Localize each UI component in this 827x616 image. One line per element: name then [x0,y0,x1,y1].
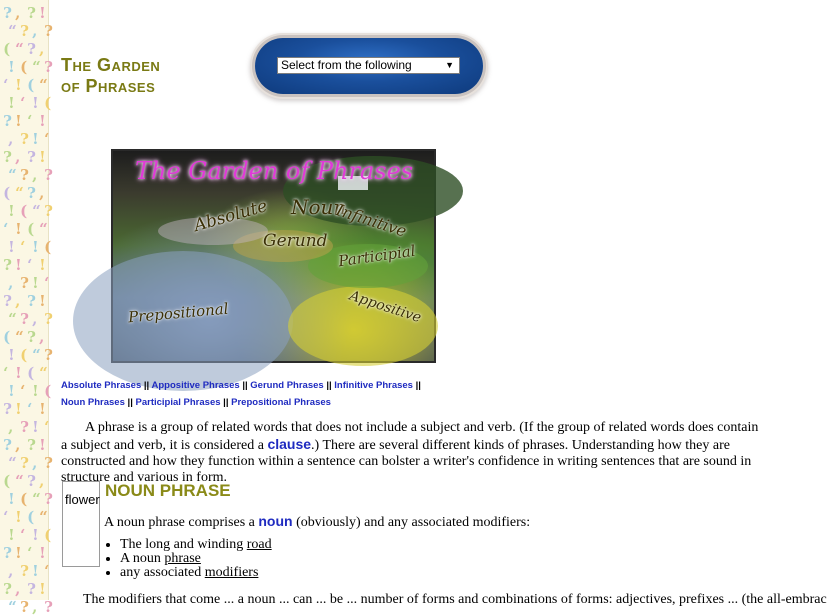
nav-separator: || [415,380,421,391]
decorative-glyph: ! [32,382,39,400]
nav-link-prepositional[interactable]: Prepositional Phrases [231,397,331,408]
banner-word-prepositional: Prepositional [127,299,230,327]
decorative-glyph: ! [39,580,46,598]
decorative-glyph: “ [32,202,41,220]
garden-banner-image [111,149,436,363]
decorative-glyph: ? [3,4,12,22]
decorative-glyph: , [39,472,45,490]
decorative-glyph: ? [20,310,29,328]
decorative-glyph: , [8,418,14,436]
decorative-glyph: ‘ [27,400,33,418]
banner-word-infinitive: Infinitive [333,200,409,241]
decorative-glyph: ! [39,4,46,22]
road-link[interactable]: road [246,537,272,552]
decorative-glyph: ‘ [27,544,33,562]
page-title-line-2: of Phrases [61,76,156,96]
decorative-glyph: ! [8,526,15,544]
decorative-glyph: , [32,598,38,616]
decorative-glyph: ? [20,598,29,616]
intro-text-part-2: .) There are several different kinds of phrases. Understanding how they are constructed and how they function within a sentence can bolster a writer's confidence in writing sentences that are sound in structure and various in form. [61,438,752,485]
decorative-glyph: ! [39,292,46,310]
decorative-glyph: ? [27,148,36,166]
decorative-glyph: ? [44,598,53,616]
decorative-glyph: ‘ [3,220,9,238]
decorative-glyph: “ [8,22,17,40]
decorative-glyph: ! [32,130,39,148]
decorative-glyph: ‘ [27,256,33,274]
section-intro [104,513,530,531]
list-item [120,552,272,566]
decorative-glyph: ? [44,490,53,508]
decorative-glyph: ! [8,58,15,76]
decorative-glyph: ! [39,148,46,166]
nav-separator: || [143,380,150,391]
nav-link-gerund[interactable]: Gerund Phrases [250,380,324,391]
banner-title: The Garden of Phrases [135,157,414,185]
phrase-link[interactable]: phrase [164,551,201,566]
decorative-glyph: ? [27,184,36,202]
banner-word-gerund: Gerund [263,231,328,251]
decorative-glyph: ? [20,22,29,40]
decorative-glyph: ( [3,328,11,346]
decorative-glyph: ‘ [20,238,26,256]
decorative-glyph: , [39,40,45,58]
nav-link-noun[interactable]: Noun Phrases [61,397,125,408]
decorative-glyph: ! [15,544,22,562]
nav-row-2 [61,394,421,411]
decorative-glyph: ! [15,76,22,94]
decorative-glyph: ? [27,4,36,22]
decorative-glyph: ! [8,382,15,400]
phrase-navigation [61,377,421,411]
decorative-glyph: ( [3,472,11,490]
example-list [104,538,272,580]
decorative-glyph: ( [3,184,11,202]
navigation-dropdown[interactable] [277,57,460,74]
decorative-glyph: ‘ [20,526,26,544]
decorative-glyph: , [8,274,14,292]
nav-separator: || [242,380,248,391]
decorative-glyph: ( [3,40,11,58]
decorative-glyph: ( [20,490,28,508]
decorative-glyph: ! [8,94,15,112]
decorative-glyph: ? [3,292,12,310]
decorative-glyph: , [8,130,14,148]
decorative-glyph: ? [20,130,29,148]
decorative-glyph: ? [3,148,12,166]
decorative-glyph: ‘ [44,130,50,148]
decorative-glyph: ! [15,112,22,130]
section-heading: NOUN PHRASE [105,481,231,500]
decorative-glyph: ? [3,580,12,598]
decorative-glyph: ! [32,238,39,256]
decorative-glyph: ‘ [3,508,9,526]
decorative-glyph: ? [27,328,36,346]
nav-separator: || [326,380,332,391]
nav-link-absolute[interactable]: Absolute Phrases [61,380,142,391]
clause-link[interactable]: clause [267,436,312,452]
decorative-glyph: ! [15,364,22,382]
decorative-glyph: ? [20,274,29,292]
nav-row-1 [61,377,421,394]
navigation-dropdown-frame [255,38,483,94]
decorative-glyph: ‘ [3,76,9,94]
decorative-glyph: ? [44,202,53,220]
decorative-glyph: ‘ [20,382,26,400]
decorative-glyph: , [15,292,21,310]
decorative-glyph: “ [39,364,48,382]
decorative-glyph: “ [32,490,41,508]
decorative-glyph: ! [8,346,15,364]
decorative-glyph: ‘ [3,364,9,382]
nav-separator: || [223,397,229,408]
nav-link-appositive[interactable]: Appositive Phrases [151,380,240,391]
decorative-glyph: , [32,310,38,328]
decorative-glyph: ‘ [44,562,50,580]
decorative-glyph: ? [27,292,36,310]
section-intro-before: A noun phrase comprises a [104,515,259,530]
decorative-glyph: ? [44,454,53,472]
decorative-glyph: ( [44,382,52,400]
decorative-glyph: ‘ [27,112,33,130]
decorative-glyph: ? [3,436,12,454]
decorative-glyph: ! [15,256,22,274]
decorative-glyph: ! [32,274,39,292]
decorative-glyph: ( [44,238,52,256]
noun-link[interactable]: noun [258,513,293,529]
flower-alt-text: flower [65,492,100,507]
list-item-text: A noun [120,551,165,566]
decorative-glyph: ? [44,346,53,364]
decorative-glyph: , [39,184,45,202]
decorative-glyph: “ [15,328,24,346]
decorative-glyph: “ [32,58,41,76]
decorative-glyph: ! [32,562,39,580]
decorative-glyph: ? [44,310,53,328]
decorative-glyph: ! [39,544,46,562]
decorative-glyph: ( [27,508,35,526]
decorative-glyph: ? [44,22,53,40]
decorative-glyph: ? [27,40,36,58]
decorative-glyph: ! [15,508,22,526]
page-title [61,55,160,97]
list-item-text: any associated [120,565,205,580]
decorative-glyph: ( [20,58,28,76]
list-item [120,538,272,552]
decorative-glyph: “ [39,508,48,526]
decorative-glyph: ? [20,454,29,472]
decorative-glyph: , [8,562,14,580]
banner-word-participial: Participial [337,241,417,271]
flower-image-placeholder [62,481,100,567]
decorative-glyph: ! [32,526,39,544]
decorative-glyph: ? [3,400,12,418]
decorative-glyph: “ [8,310,17,328]
decorative-glyph: ! [8,238,15,256]
decorative-glyph: “ [39,220,48,238]
decorative-glyph: , [15,580,21,598]
decorative-glyph: ( [27,220,35,238]
decorative-glyph: ? [3,544,12,562]
decorative-border [0,0,53,616]
decorative-glyph: “ [39,76,48,94]
decorative-glyph: “ [8,166,17,184]
decorative-glyph: ? [44,58,53,76]
decorative-glyph: ( [44,94,52,112]
dropdown-selected-value: Select from the following [281,58,412,72]
section-intro-after: (obviously) and any associated modifiers: [292,515,531,530]
decorative-glyph: ! [39,256,46,274]
decorative-glyph: , [15,148,21,166]
decorative-glyph: ? [27,472,36,490]
decorative-glyph: ( [20,346,28,364]
banner-word-appositive: Appositive [347,287,424,327]
nav-separator: || [127,397,133,408]
decorative-glyph: ! [8,202,15,220]
decorative-glyph: “ [32,346,41,364]
decorative-glyph: , [32,166,38,184]
decorative-glyph: ! [39,400,46,418]
decorative-glyph: ! [8,490,15,508]
decorative-glyph: ( [20,202,28,220]
decorative-glyph: ! [39,112,46,130]
cutoff-paragraph: The modifiers that come ... a noun ... can ... be ... number of forms and combinations of forms: adjectives, prefixes ... (the all-embrac [83,592,827,607]
decorative-glyph: “ [8,454,17,472]
banner-word-noun: Noun [291,195,347,219]
decorative-glyph: , [39,328,45,346]
decorative-glyph: ? [20,418,29,436]
decorative-glyph: , [15,436,21,454]
list-item [120,566,272,580]
page-title-line-1: The Garden [61,55,161,75]
decorative-glyph: “ [8,598,17,616]
decorative-glyph: ? [27,580,36,598]
decorative-glyph: ( [27,364,35,382]
decorative-glyph: “ [15,184,24,202]
decorative-glyph: ! [32,418,39,436]
decorative-glyph: ? [3,112,12,130]
banner-word-absolute: Absolute [191,195,270,237]
decorative-glyph: , [32,22,38,40]
decorative-glyph: ( [44,526,52,544]
decorative-glyph: ? [20,562,29,580]
decorative-glyph: ! [39,436,46,454]
decorative-glyph: “ [15,40,24,58]
decorative-glyph: ? [3,256,12,274]
nav-link-infinitive[interactable]: Infinitive Phrases [334,380,413,391]
list-item-text: The long and winding [120,537,247,552]
decorative-glyph: ! [15,400,22,418]
dropdown-arrow-icon: ▼ [445,60,454,70]
nav-link-participial[interactable]: Participial Phrases [135,397,221,408]
decorative-glyph: ? [20,166,29,184]
decorative-glyph: ? [44,166,53,184]
decorative-glyph: , [15,4,21,22]
intro-text-part-1: A phrase is a group of related words that does not include a subject and verb. (If the group of related words does contain a subject and verb, it is considered a [61,420,759,453]
decorative-glyph: “ [15,472,24,490]
decorative-glyph: ‘ [44,418,50,436]
decorative-glyph: ( [27,76,35,94]
decorative-glyph: ? [27,436,36,454]
modifiers-link[interactable]: modifiers [204,565,259,580]
intro-paragraph [61,420,761,486]
decorative-glyph: ‘ [20,94,26,112]
decorative-glyph: ! [15,220,22,238]
decorative-glyph: ! [32,94,39,112]
decorative-glyph: , [32,454,38,472]
decorative-glyph: ‘ [44,274,50,292]
